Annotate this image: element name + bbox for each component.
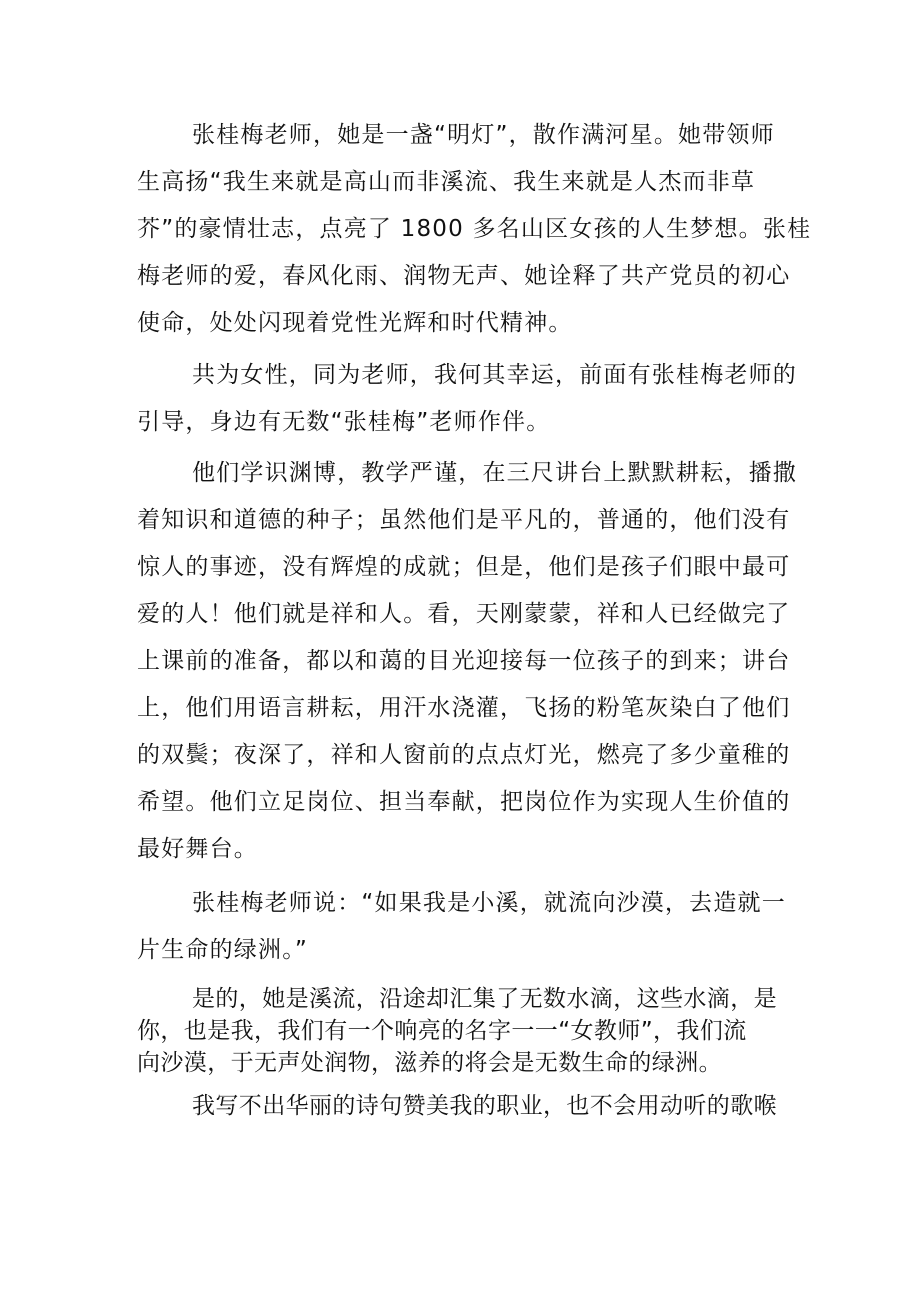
paragraph-3-line-9: 最好舞台。	[137, 836, 258, 862]
paragraph-3-line-1: 他们学识渊博，教学严谨，在三尺讲台上默默耕耘，播撒	[192, 460, 797, 486]
paragraph-3-line-2: 着知识和道德的种子；虽然他们是平凡的，普通的，他们没有	[137, 507, 791, 533]
paragraph-3-line-7: 的双鬓；夜深了，祥和人窗前的点点灯光，燃亮了多少童稚的	[137, 742, 791, 768]
paragraph-5-line-2: 你，也是我，我们有一个响亮的名字一一“女教师”，我们流	[137, 1018, 747, 1044]
paragraph-4-line-1: 张桂梅老师说：“如果我是小溪，就流向沙漠，去造就一	[192, 890, 786, 916]
paragraph-5-line-3: 向沙漠，于无声处润物，滋养的将会是无数生命的绿洲。	[137, 1050, 722, 1076]
paragraph-1-line-3: 芥”的豪情壮志，点亮了 1800 多名山区女孩的人生梦想。张桂	[137, 216, 812, 242]
paragraph-1-line-4: 梅老师的爱，春风化雨、润物无声、她诠释了共产党员的初心	[137, 263, 791, 289]
paragraph-3-line-3: 惊人的事迹，没有辉煌的成就；但是，他们是孩子们眼中最可	[137, 554, 791, 580]
paragraph-3-line-5: 上课前的准备，都以和蔼的目光迎接每一位孩子的到来；讲台	[137, 648, 791, 674]
paragraph-2-line-2: 引导，身边有无数“张桂梅”老师作伴。	[137, 409, 551, 435]
paragraph-6-line-1: 我写不出华丽的诗句赞美我的职业，也不会用动听的歌喉	[192, 1093, 777, 1119]
paragraph-1-line-1: 张桂梅老师，她是一盏“明灯”，散作满河星。她带领师	[192, 122, 775, 148]
paragraph-1-line-5: 使命，处处闪现着党性光辉和时代精神。	[137, 310, 573, 336]
paragraph-1-line-2: 生高扬“我生来就是高山而非溪流、我生来就是人杰而非草	[137, 169, 756, 195]
paragraph-4-line-2: 片生命的绿洲。”	[137, 937, 309, 963]
paragraph-3-line-8: 希望。他们立足岗位、担当奉献，把岗位作为实现人生价值的	[137, 789, 791, 815]
paragraph-3-line-6: 上，他们用语言耕耘，用汗水浇灌，飞扬的粉笔灰染白了他们	[137, 695, 791, 721]
paragraph-2-line-1: 共为女性，同为老师，我何其幸运，前面有张桂梅老师的	[192, 362, 797, 388]
paragraph-3-line-4: 爱的人！他们就是祥和人。看，天刚蒙蒙，祥和人已经做完了	[137, 601, 791, 627]
paragraph-5-line-1: 是的，她是溪流，沿途却汇集了无数水滴，这些水滴，是	[192, 986, 777, 1012]
